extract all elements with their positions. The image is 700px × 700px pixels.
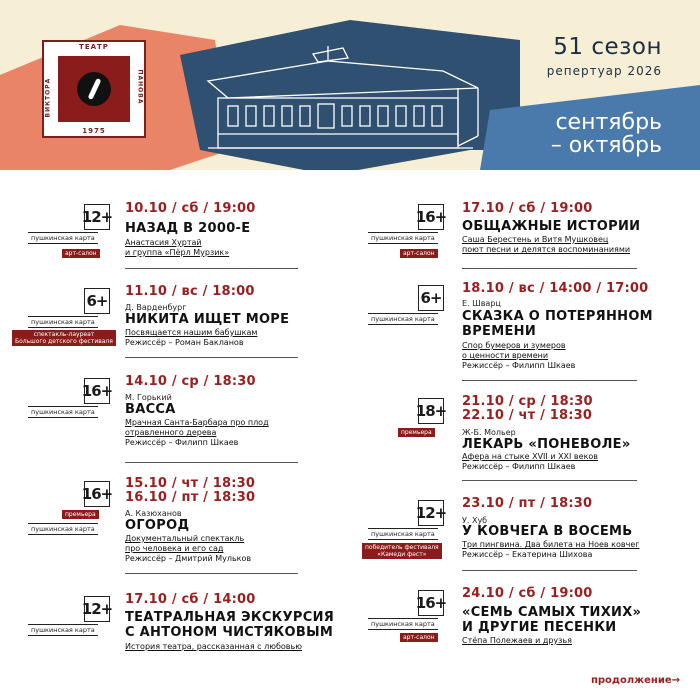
divider bbox=[125, 462, 298, 463]
event-description: Афера на стыке XVII и XXI веков Режиссёр – Филипп Шкаев bbox=[462, 452, 599, 471]
pushkin-card-label: пушкинская карта bbox=[28, 232, 98, 244]
event-date-2: 22.10 / чт / 18:30 bbox=[462, 408, 593, 423]
divider bbox=[462, 570, 637, 571]
pushkin-card-label: пушкинская карта bbox=[28, 316, 98, 328]
event-author: Ж-Б. Мольер bbox=[462, 428, 516, 437]
event-date: 23.10 / пт / 18:30 bbox=[462, 496, 593, 511]
logo-right-text: ПАНОВА bbox=[136, 69, 144, 105]
event-title[interactable]: ОБЩАЖНЫЕ ИСТОРИИ bbox=[462, 219, 641, 234]
event-description: Анастасия Хуртай и группа «Пёрл Мурзик» bbox=[125, 238, 230, 257]
event-title[interactable]: ВАССА bbox=[125, 402, 176, 417]
event-tag: арт-салон bbox=[400, 249, 438, 258]
header-banner bbox=[0, 0, 700, 170]
age-rating: 12+ bbox=[84, 204, 110, 230]
logo-top-text: ТЕАТР bbox=[79, 43, 109, 51]
event-description: Спор бумеров и зумеров о ценности времени Режиссёр – Филипп Шкаев bbox=[462, 341, 576, 370]
divider bbox=[125, 573, 298, 574]
event-date: 10.10 / сб / 19:00 bbox=[125, 201, 256, 216]
event-title[interactable]: ЛЕКАРЬ «ПОНЕВОЛЕ» bbox=[462, 437, 631, 452]
event-description: Стёпа Полежаев и друзья bbox=[462, 636, 572, 645]
event-tag: спектакль-лауреат Большого детского фестиваля bbox=[12, 330, 116, 346]
pushkin-card-label: пушкинская карта bbox=[368, 313, 438, 325]
event-description: История театра, рассказанная с любовью bbox=[125, 642, 302, 651]
event-title[interactable]: ТЕАТРАЛЬНАЯ ЭКСКУРСИЯ bbox=[125, 610, 335, 625]
continued-link[interactable]: продолжение→ bbox=[590, 675, 680, 686]
event-author: Е. Шварц bbox=[462, 299, 501, 308]
event-title[interactable]: СКАЗКА О ПОТЕРЯННОМ bbox=[462, 309, 653, 324]
event-author: У. Хуб bbox=[462, 516, 488, 525]
age-rating: 18+ bbox=[418, 398, 444, 424]
season-title: 51 сезон bbox=[553, 34, 662, 60]
age-rating: 6+ bbox=[84, 288, 110, 314]
divider bbox=[462, 268, 637, 269]
pushkin-card-label: пушкинская карта bbox=[368, 232, 438, 244]
divider bbox=[125, 357, 298, 358]
age-rating: 12+ bbox=[418, 500, 444, 526]
event-title[interactable]: ОГОРОД bbox=[125, 518, 190, 533]
theatre-building-illustration bbox=[188, 26, 488, 151]
event-tag: арт-салон bbox=[62, 249, 100, 258]
month-range-line2: – октябрь bbox=[550, 133, 662, 158]
event-description: Документальный спектакль про человека и его сад Режиссёр – Дмитрий Мульков bbox=[125, 534, 252, 563]
event-title-line2: ВРЕМЕНИ bbox=[462, 324, 536, 339]
event-date: 21.10 / ср / 18:30 bbox=[462, 394, 593, 409]
event-date-2: 16.10 / пт / 18:30 bbox=[125, 490, 256, 505]
divider bbox=[462, 480, 637, 481]
event-title-line2: С АНТОНОМ ЧИСТЯКОВЫМ bbox=[125, 625, 334, 640]
event-date: 18.10 / вс / 14:00 / 17:00 bbox=[462, 281, 649, 296]
age-rating: 16+ bbox=[84, 378, 110, 404]
event-description: Саша Берестень и Витя Мушковец поют песни и делятся воспоминаниями bbox=[462, 235, 631, 254]
event-description: Три пингвина. Два билета на Ноев ковчег Режиссёр – Екатерина Шихова bbox=[462, 540, 640, 559]
event-date: 14.10 / ср / 18:30 bbox=[125, 374, 256, 389]
event-tag: премьера bbox=[398, 428, 435, 437]
event-author: М. Горький bbox=[125, 393, 172, 402]
pushkin-card-label: пушкинская карта bbox=[28, 523, 98, 535]
theatre-logo bbox=[42, 40, 146, 138]
event-title[interactable]: «СЕМЬ САМЫХ ТИХИХ» bbox=[462, 605, 642, 620]
divider bbox=[462, 380, 637, 381]
event-date: 17.10 / сб / 19:00 bbox=[462, 201, 593, 216]
event-title[interactable]: НИКИТА ИЩЕТ МОРЕ bbox=[125, 312, 290, 327]
event-tag: арт-салон bbox=[400, 633, 438, 642]
event-tag: премьера bbox=[62, 510, 99, 519]
divider bbox=[125, 268, 298, 269]
event-date: 24.10 / сб / 19:00 bbox=[462, 586, 593, 601]
event-title[interactable]: НАЗАД В 2000-Е bbox=[125, 221, 251, 236]
pushkin-card-label: пушкинская карта bbox=[28, 406, 98, 418]
repertoire-subtitle: репертуар 2026 bbox=[546, 64, 662, 78]
pushkin-card-label: пушкинская карта bbox=[28, 624, 98, 636]
age-rating: 16+ bbox=[84, 481, 110, 507]
pushkin-card-label: пушкинская карта bbox=[368, 618, 438, 630]
event-author: Д. Варденбург bbox=[125, 303, 187, 312]
pushkin-card-label: пушкинская карта bbox=[368, 528, 438, 540]
event-date: 11.10 / вс / 18:00 bbox=[125, 284, 255, 299]
month-range-line1: сентябрь bbox=[555, 110, 662, 135]
age-rating: 16+ bbox=[418, 590, 444, 616]
event-description: Посвящается нашим бабушкам Режиссёр – Роман Бакланов bbox=[125, 328, 258, 347]
event-date: 15.10 / чт / 18:30 bbox=[125, 476, 256, 491]
logo-circle-icon bbox=[77, 72, 111, 106]
age-rating: 6+ bbox=[418, 285, 444, 311]
event-title-line2: И ДРУГИЕ ПЕСЕНКИ bbox=[462, 620, 617, 635]
event-date: 17.10 / сб / 14:00 bbox=[125, 592, 256, 607]
event-author: А. Казюханов bbox=[125, 509, 182, 518]
event-description: Мрачная Санта-Барбара про плод отравленного дерева Режиссёр – Филипп Шкаев bbox=[125, 418, 269, 447]
age-rating: 12+ bbox=[84, 596, 110, 622]
event-title[interactable]: У КОВЧЕГА В ВОСЕМЬ bbox=[462, 524, 633, 539]
logo-bottom-text: 1975 bbox=[82, 127, 106, 135]
age-rating: 16+ bbox=[418, 204, 444, 230]
logo-emblem bbox=[58, 56, 130, 122]
event-tag: победитель фестиваля «Камеди фест» bbox=[362, 543, 442, 559]
logo-left-text: ВИКТОРА bbox=[44, 77, 52, 118]
